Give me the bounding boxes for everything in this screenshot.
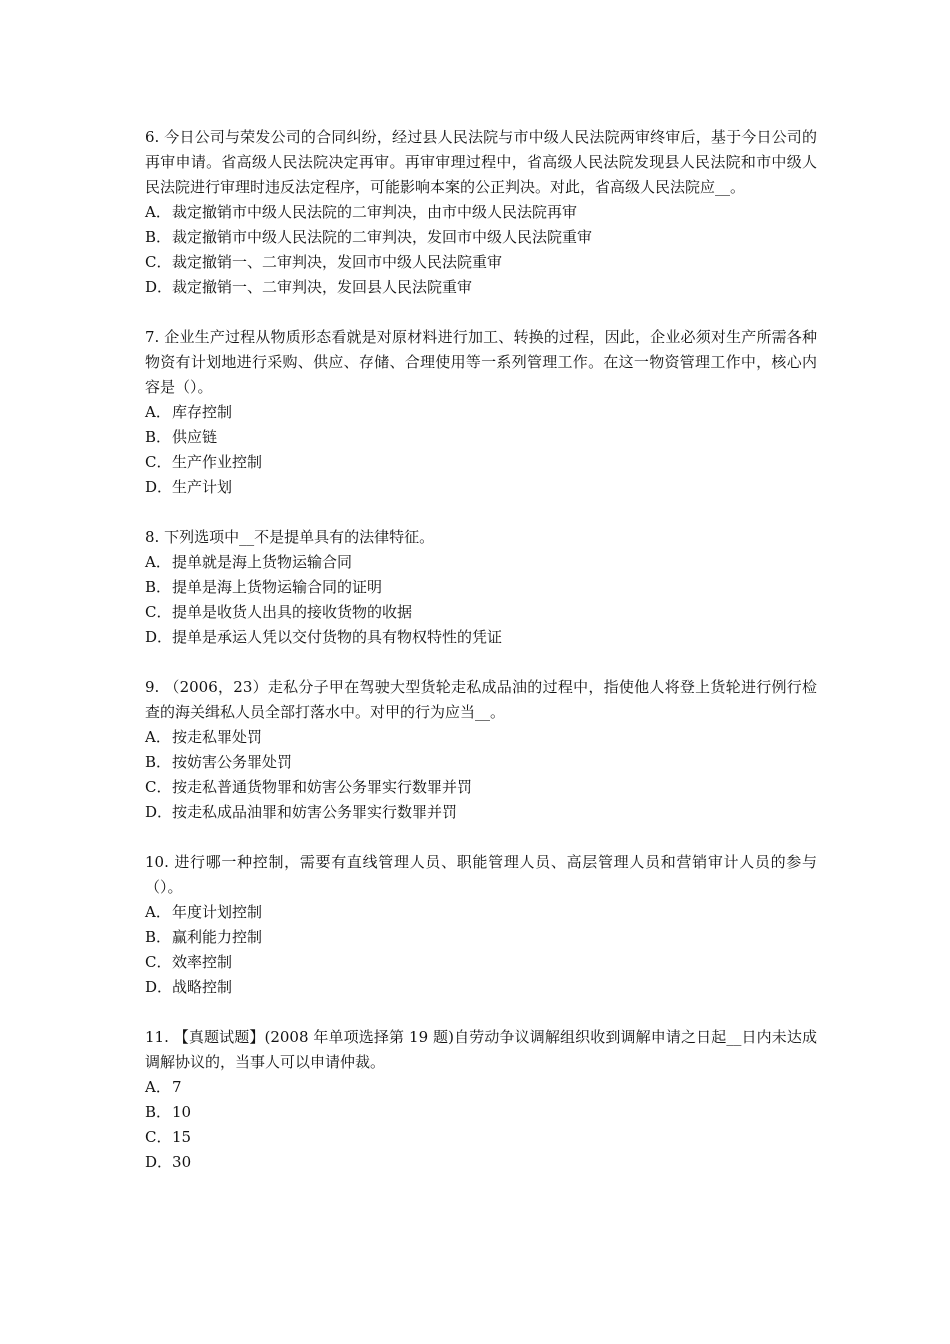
option-letter: B． <box>145 928 172 946</box>
option-letter: D． <box>145 803 173 821</box>
option-text: 30 <box>172 1153 192 1171</box>
option-c <box>145 600 817 625</box>
option-text: 供应链 <box>172 428 218 446</box>
option-d <box>145 625 817 650</box>
question-10 <box>145 850 817 1000</box>
option-letter: B． <box>145 578 172 596</box>
option-list <box>145 725 817 825</box>
option-c <box>145 950 817 975</box>
question-7 <box>145 325 817 500</box>
option-letter: C． <box>145 778 172 796</box>
option-text: 裁定撤销市中级人民法院的二审判决，由市中级人民法院再审 <box>172 203 578 221</box>
option-letter: D． <box>145 978 173 996</box>
option-letter: A． <box>145 403 171 421</box>
option-c <box>145 775 817 800</box>
option-list <box>145 1075 817 1175</box>
option-d <box>145 475 817 500</box>
option-letter: A． <box>145 203 171 221</box>
option-text: 7 <box>172 1078 182 1096</box>
option-letter: C． <box>145 453 172 471</box>
option-letter: B． <box>145 228 172 246</box>
option-list <box>145 400 817 500</box>
option-d <box>145 800 817 825</box>
option-letter: A． <box>145 903 171 921</box>
option-list <box>145 200 817 300</box>
option-d <box>145 275 817 300</box>
option-text: 裁定撤销市中级人民法院的二审判决，发回市中级人民法院重审 <box>172 228 593 246</box>
option-a <box>145 550 817 575</box>
option-c <box>145 250 817 275</box>
question-stem: 6. 今日公司与荣发公司的合同纠纷，经过县人民法院与市中级人民法院两审终审后，基于今日公司的再审申请。省高级人民法院决定再审。再审审理过程中，省高级人民法院发现县人民法院和市中级人民法院进行审理时违反法定程序，可能影响本案的公正判决。对此，省高级人民法院应__。 <box>145 128 817 196</box>
option-text: 提单是收货人出具的接收货物的收据 <box>172 603 413 621</box>
option-list <box>145 900 817 1000</box>
option-d <box>145 975 817 1000</box>
option-letter: C． <box>145 603 172 621</box>
option-text: 生产作业控制 <box>172 453 263 471</box>
question-stem: 8. 下列选项中__不是提单具有的法律特征。 <box>145 528 435 546</box>
option-letter: D． <box>145 478 173 496</box>
question-stem: 7. 企业生产过程从物质形态看就是对原材料进行加工、转换的过程，因此，企业必须对生产所需各种物资有计划地进行采购、供应、存储、合理使用等一系列管理工作。在这一物资管理工作中，核心内容是（）。 <box>145 328 817 396</box>
option-text: 按走私成品油罪和妨害公务罪实行数罪并罚 <box>172 803 458 821</box>
question-stem: 11. 【真题试题】(2008 年单项选择第 19 题)自劳动争议调解组织收到调解申请之日起__日内未达成调解协议的，当事人可以申请仲裁。 <box>145 1028 817 1071</box>
option-a <box>145 400 817 425</box>
option-b <box>145 750 817 775</box>
option-c <box>145 1125 817 1150</box>
option-text: 库存控制 <box>172 403 233 421</box>
option-letter: C． <box>145 953 172 971</box>
option-b <box>145 225 817 250</box>
option-list <box>145 550 817 650</box>
option-letter: C． <box>145 253 172 271</box>
option-text: 提单就是海上货物运输合同 <box>172 553 353 571</box>
option-letter: B． <box>145 753 172 771</box>
option-a <box>145 725 817 750</box>
option-letter: A． <box>145 553 171 571</box>
option-letter: A． <box>145 728 171 746</box>
option-text: 年度计划控制 <box>172 903 263 921</box>
option-text: 按走私罪处罚 <box>172 728 263 746</box>
option-text: 提单是海上货物运输合同的证明 <box>172 578 383 596</box>
option-text: 战略控制 <box>172 978 233 996</box>
question-8 <box>145 525 817 650</box>
option-letter: D． <box>145 628 173 646</box>
question-list <box>145 125 817 1200</box>
question-11 <box>145 1025 817 1175</box>
option-a <box>145 900 817 925</box>
option-text: 按走私普通货物罪和妨害公务罪实行数罪并罚 <box>172 778 473 796</box>
option-b <box>145 925 817 950</box>
option-text: 15 <box>172 1128 192 1146</box>
option-letter: B． <box>145 1103 172 1121</box>
option-a <box>145 1075 817 1100</box>
option-d <box>145 1150 817 1175</box>
question-6 <box>145 125 817 300</box>
option-text: 生产计划 <box>172 478 233 496</box>
option-text: 效率控制 <box>172 953 233 971</box>
option-letter: D． <box>145 1153 173 1171</box>
option-b <box>145 575 817 600</box>
question-9 <box>145 675 817 825</box>
question-stem: 10. 进行哪一种控制，需要有直线管理人员、职能管理人员、高层管理人员和营销审计人员的参与（）。 <box>145 853 817 896</box>
option-c <box>145 450 817 475</box>
option-letter: D． <box>145 278 173 296</box>
option-text: 赢利能力控制 <box>172 928 263 946</box>
option-letter: B． <box>145 428 172 446</box>
option-letter: C． <box>145 1128 172 1146</box>
option-text: 提单是承运人凭以交付货物的具有物权特性的凭证 <box>172 628 503 646</box>
option-text: 按妨害公务罪处罚 <box>172 753 293 771</box>
option-b <box>145 1100 817 1125</box>
question-stem: 9. （2006，23）走私分子甲在驾驶大型货轮走私成品油的过程中，指使他人将登上货轮进行例行检查的海关缉私人员全部打落水中。对甲的行为应当__。 <box>145 678 817 721</box>
option-letter: A． <box>145 1078 171 1096</box>
option-b <box>145 425 817 450</box>
option-text: 10 <box>172 1103 192 1121</box>
option-a <box>145 200 817 225</box>
option-text: 裁定撤销一、二审判决，发回县人民法院重审 <box>172 278 473 296</box>
option-text: 裁定撤销一、二审判决，发回市中级人民法院重审 <box>172 253 503 271</box>
